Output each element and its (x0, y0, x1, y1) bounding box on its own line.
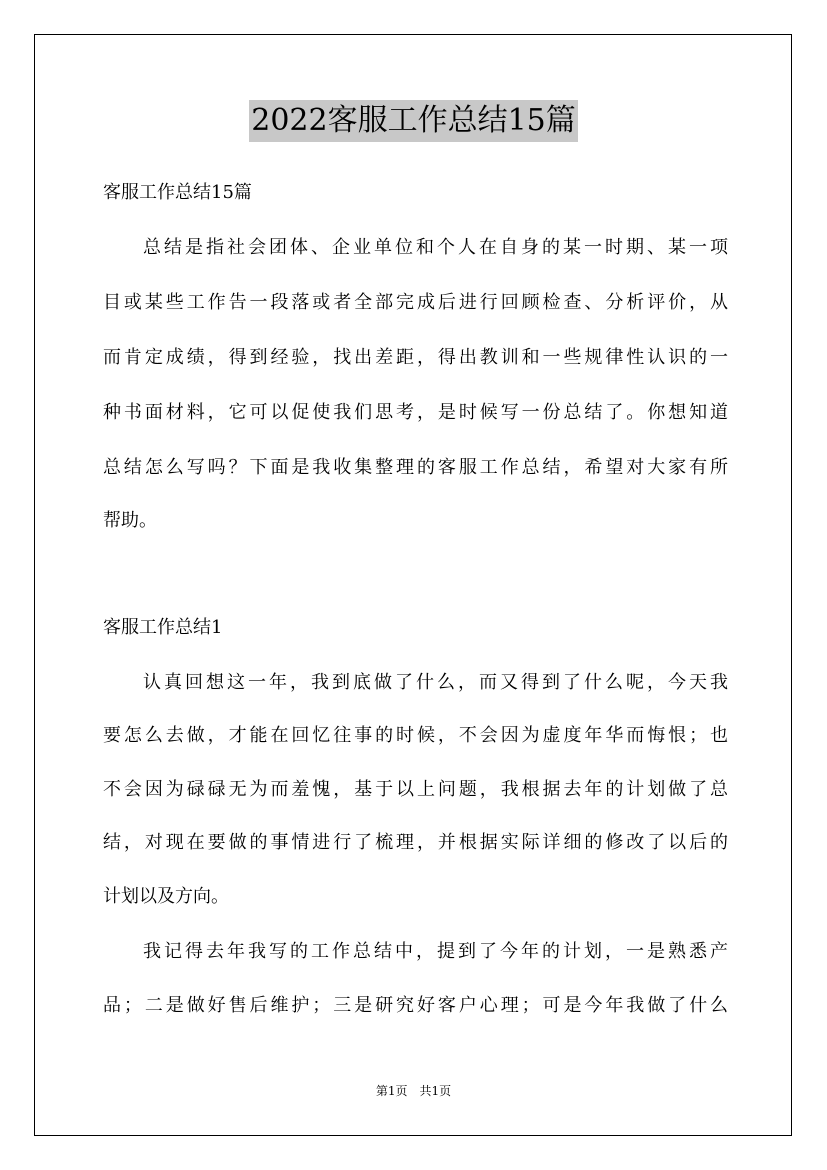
document-subtitle: 客服工作总结15篇 (103, 182, 252, 203)
page-number-footer: 第1页 共1页 (375, 1084, 452, 1098)
intro-line-4: 种书面材料，它可以促使我们思考，是时候写一份总结了。你想知道 (103, 402, 728, 423)
title-container (0, 100, 827, 142)
intro-line-3: 而肯定成绩，得到经验，找出差距，得出教训和一些规律性认识的一 (103, 347, 728, 368)
section1-p1-line-5: 计划以及方向。 (103, 886, 229, 907)
section-heading-1: 客服工作总结1 (103, 617, 223, 638)
section1-p1-line-3: 不会因为碌碌无为而羞愧，基于以上问题，我根据去年的计划做了总 (103, 779, 728, 800)
document-title: 2022客服工作总结15篇 (249, 100, 578, 142)
section1-p1-line-2: 要怎么去做，才能在回忆往事的时候，不会因为虚度年华而悔恨；也 (103, 725, 728, 746)
intro-line-1: 总结是指社会团体、企业单位和个人在自身的某一时期、某一项 (143, 237, 728, 258)
section1-p1-line-1: 认真回想这一年，我到底做了什么，而又得到了什么呢，今天我 (143, 672, 728, 693)
intro-line-6: 帮助。 (103, 510, 157, 531)
section1-p1-line-4: 结，对现在要做的事情进行了梳理，并根据实际详细的修改了以后的 (103, 832, 728, 853)
section1-p2-line-1: 我记得去年我写的工作总结中，提到了今年的计划，一是熟悉产 (143, 941, 728, 962)
section1-p2-line-2: 品；二是做好售后维护；三是研究好客户心理；可是今年我做了什么 (103, 995, 728, 1016)
intro-line-2: 目或某些工作告一段落或者全部完成后进行回顾检查、分析评价，从 (103, 292, 728, 313)
intro-line-5: 总结怎么写吗？下面是我收集整理的客服工作总结，希望对大家有所 (103, 457, 728, 478)
